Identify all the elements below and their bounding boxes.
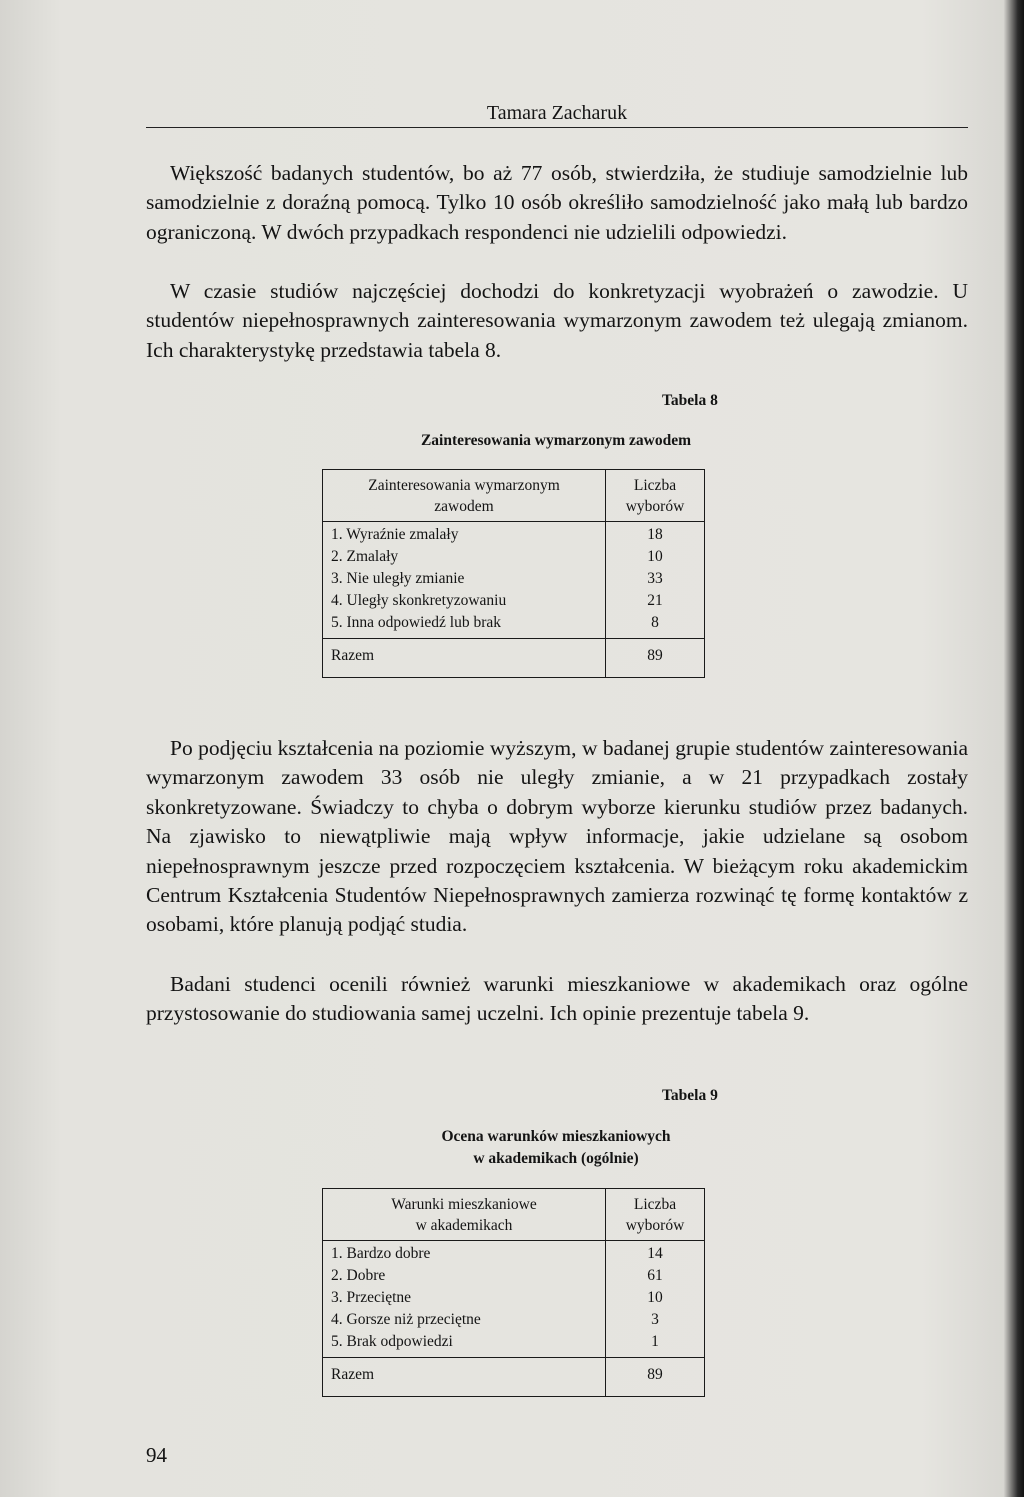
paragraph-3: Po podjęciu kształcenia na poziomie wyższym, w badanej grupie studentów zainteresowania wymarzonym zawodem 33 osób nie uległy zmianie, a w 21 przypadkach zostały skonkretyzowane. Świadczy to chyba o dobrym wyborze kierunku studiów przez badanych. Na zjawisko to niewątpliwie mają wpływ informacje, jakie udzielane są osobom niepełnosprawnym jeszcze przed rozpoczęciem kształcenia. W bieżącym roku akademickim Centrum Kształcenia Studentów Niepełnosprawnych zamierza rozwinąć tę formę kontaktów z osobami, które planują podjąć studia. xyxy=(146,736,968,937)
table-9-total-label: Razem xyxy=(323,1358,606,1397)
table-9-title-line1: Ocena warunków mieszkaniowych xyxy=(441,1128,671,1145)
table-9-row-label: 1. Bardzo dobre xyxy=(323,1241,606,1266)
table-8-total-label: Razem xyxy=(323,639,606,678)
table-8-col2-line1: Liczba xyxy=(633,477,677,494)
running-head: Tamara Zacharuk xyxy=(146,100,968,128)
table-9-row-value: 14 xyxy=(606,1241,705,1266)
table-8 xyxy=(322,469,705,678)
table-8-col-header-count xyxy=(606,470,705,522)
table-9-total-row xyxy=(323,1358,705,1397)
table-9-col-header-label xyxy=(323,1189,606,1241)
table-8-col2-line2: wyborów xyxy=(625,498,685,515)
table-9-row-value: 1 xyxy=(606,1331,705,1358)
table-8-total-row xyxy=(323,639,705,678)
table-8-col-header-label xyxy=(323,470,606,522)
table-8-header-row xyxy=(323,470,705,522)
table-9-col2-line1: Liczba xyxy=(633,1196,677,1213)
table-row xyxy=(323,1309,705,1331)
table-9-row-label: 3. Przeciętne xyxy=(323,1287,606,1309)
table-9-row-value: 61 xyxy=(606,1265,705,1287)
table-row xyxy=(323,590,705,612)
table-9-title-line2: w akademikach (ogólnie) xyxy=(473,1150,639,1167)
table-8-row-value: 33 xyxy=(606,568,705,590)
table-9-row-value: 10 xyxy=(606,1287,705,1309)
table-8-row-value: 10 xyxy=(606,546,705,568)
table-9-row-label: 2. Dobre xyxy=(323,1265,606,1287)
table-8-row-label: 2. Zmalały xyxy=(323,546,606,568)
table-8-col1-line1: Zainteresowania wymarzonym xyxy=(368,477,560,494)
table-row xyxy=(323,612,705,639)
table-row xyxy=(323,1287,705,1309)
page-number: 94 xyxy=(146,1443,167,1467)
table-8-row-value: 21 xyxy=(606,590,705,612)
table-8-row-label: 3. Nie uległy zmianie xyxy=(323,568,606,590)
paragraph-4: Badani studenci ocenili również warunki mieszkaniowe w akademikach oraz ogólne przystosowanie do studiowania samej uczelni. Ich opinie prezentuje tabela 9. xyxy=(146,972,968,1026)
table-8-title: Zainteresowania wymarzonym zawodem xyxy=(420,432,692,449)
table-row xyxy=(323,522,705,547)
table-8-row-label: 5. Inna odpowiedź lub brak xyxy=(323,612,606,639)
table-9-total-value: 89 xyxy=(606,1358,705,1397)
table-9-number: Tabela 9 xyxy=(662,1087,718,1104)
table-9 xyxy=(322,1188,705,1397)
table-9-title xyxy=(296,1126,816,1170)
table-9-col1-line1: Warunki mieszkaniowe xyxy=(391,1196,537,1213)
table-9-row-value: 3 xyxy=(606,1309,705,1331)
table-9-col2-line2: wyborów xyxy=(625,1217,685,1234)
table-row xyxy=(323,1265,705,1287)
table-row xyxy=(323,568,705,590)
table-8-row-value: 8 xyxy=(606,612,705,639)
table-row xyxy=(323,1331,705,1358)
table-9-col-header-count xyxy=(606,1189,705,1241)
table-8-number: Tabela 8 xyxy=(662,392,718,409)
table-9-header-row xyxy=(323,1189,705,1241)
table-row xyxy=(323,1241,705,1266)
table-9-row-label: 4. Gorsze niż przeciętne xyxy=(323,1309,606,1331)
table-9-row-label: 5. Brak odpowiedzi xyxy=(323,1331,606,1358)
table-8-row-label: 4. Uległy skonkretyzowaniu xyxy=(323,590,606,612)
table-9-col1-line2: w akademikach xyxy=(415,1217,513,1234)
paragraph-1: Większość badanych studentów, bo aż 77 osób, stwierdziła, że studiuje samodzielnie lub samodzielnie z doraźną pomocą. Tylko 10 osób określiło samodzielność jako małą lub bardzo ograniczoną. W dwóch przypadkach respondenci nie udzielili odpowiedzi. xyxy=(146,161,968,244)
table-8-row-label: 1. Wyraźnie zmalały xyxy=(323,522,606,547)
table-8-row-value: 18 xyxy=(606,522,705,547)
table-row xyxy=(323,546,705,568)
table-8-total-value: 89 xyxy=(606,639,705,678)
table-8-col1-line2: zawodem xyxy=(434,498,494,515)
paragraph-2: W czasie studiów najczęściej dochodzi do konkretyzacji wyobrażeń o zawodzie. U studentów niepełnosprawnych zainteresowania wymarzonym zawodem też ulegają zmianom. Ich charakterystykę przedstawia tabela 8. xyxy=(146,279,968,362)
